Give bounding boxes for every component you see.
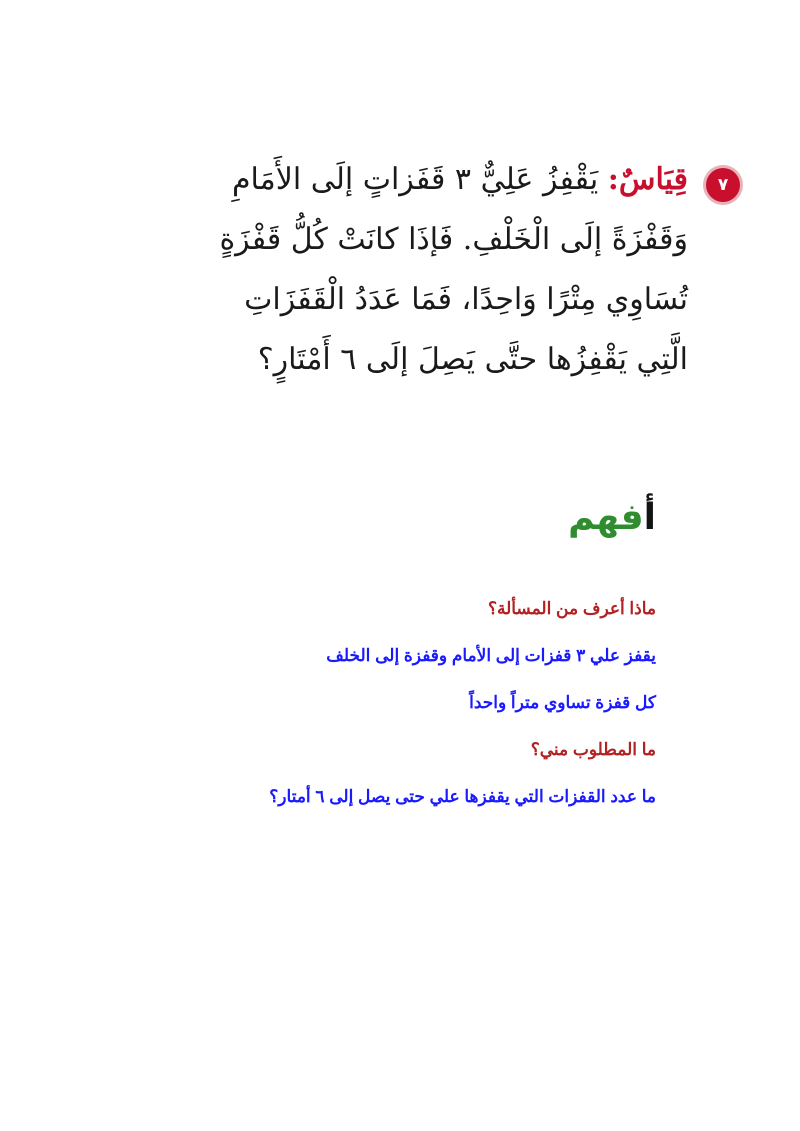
problem-block <box>190 150 740 390</box>
problem-text <box>190 150 688 390</box>
question-what-is-required: ما المطلوب مني؟ <box>530 740 656 759</box>
understand-heading <box>568 493 656 543</box>
understand-heading-rest: فهم <box>568 497 644 538</box>
problem-label: قِيَاسٌ: <box>607 162 688 197</box>
problem-number-badge: ٧ <box>706 168 740 202</box>
answer-number-of-jumps: ما عدد القفزات التي يقفزها علي حتى يصل إلى ٦ أمتار؟ <box>269 787 656 806</box>
understand-heading-first-letter: أ <box>643 497 656 538</box>
problem-body: يَقْفِزُ عَلِيٌّ ٣ قَفَزاتٍ إلَى الأَمَامِ وَقَفْزَةً إلَى الْخَلْفِ. فَإذَا كانَتْ كُلُّ قَفْزَةٍ تُسَاوِي مِتْرًا وَاحِدًا، فَمَا عَدَدُ الْقَفَزَاتِ الَّتِي يَقْفِزُها حتَّى يَصِلَ إلَى ٦ أَمْتَارٍ؟ <box>219 162 688 377</box>
answer-jumps-forward-back: يقفز علي ٣ قفزات إلى الأمام وقفزة إلى الخلف <box>326 646 656 665</box>
answer-each-jump-one-meter: كل قفزة تساوي متراً واحداً <box>469 693 656 712</box>
question-what-do-i-know: ماذا أعرف من المسألة؟ <box>487 599 656 618</box>
understand-qa-list <box>136 594 656 829</box>
